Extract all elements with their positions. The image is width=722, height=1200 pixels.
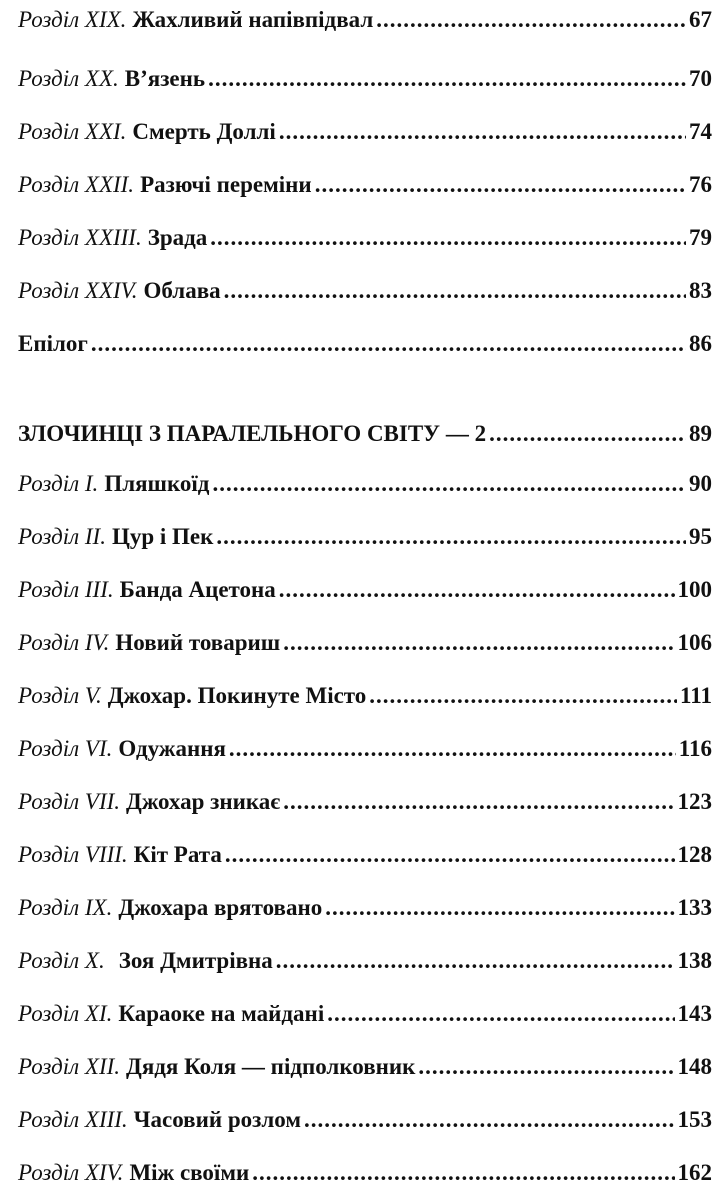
toc-entry xyxy=(18,1157,712,1189)
dot-leader xyxy=(283,627,674,659)
page-number: 83 xyxy=(689,278,712,303)
chapter-number: Розділ XXIV. xyxy=(18,278,138,303)
page-number: 100 xyxy=(677,577,712,602)
page-number: 143 xyxy=(677,1001,712,1026)
dot-leader xyxy=(212,468,686,500)
chapter-title: Зоя Дмитрівна xyxy=(118,948,273,973)
page-number: 162 xyxy=(677,1160,712,1185)
dot-leader xyxy=(229,733,676,765)
page-number: 148 xyxy=(677,1054,712,1079)
page-number: 67 xyxy=(689,7,712,32)
toc-entry xyxy=(18,4,712,36)
page-number: 128 xyxy=(677,842,712,867)
chapter-number: Розділ VIII. xyxy=(18,842,128,867)
chapter-title: В’язень xyxy=(124,66,206,91)
chapter-number: Розділ XX. xyxy=(18,66,119,91)
chapter-title: Між своїми xyxy=(129,1160,250,1185)
toc-entry xyxy=(18,839,712,871)
toc-entry xyxy=(18,892,712,924)
toc-entry xyxy=(18,116,712,148)
chapter-title: Пляшкоїд xyxy=(104,471,210,496)
section-heading xyxy=(18,418,712,450)
chapter-title: Епілог xyxy=(18,331,88,356)
page-number: 133 xyxy=(677,895,712,920)
toc-entry xyxy=(18,733,712,765)
chapter-number: Розділ XXII. xyxy=(18,172,135,197)
dot-leader xyxy=(276,945,675,977)
chapter-number: Розділ XXI. xyxy=(18,119,127,144)
toc-entry xyxy=(18,222,712,254)
toc-entry-epilogue xyxy=(18,328,712,360)
page-number: 86 xyxy=(689,331,712,356)
section-title: ЗЛОЧИНЦІ З ПАРАЛЕЛЬНОГО СВІТУ — 2 xyxy=(18,421,487,446)
chapter-title: Часовий розлом xyxy=(133,1107,302,1132)
dot-leader xyxy=(369,680,677,712)
chapter-number: Розділ XIX. xyxy=(18,7,127,32)
dot-leader xyxy=(327,998,674,1030)
chapter-number: Розділ XII. xyxy=(18,1054,121,1079)
chapter-number: Розділ IV. xyxy=(18,630,110,655)
toc-entry xyxy=(18,574,712,606)
toc-entry xyxy=(18,1104,712,1136)
chapter-title: Одужання xyxy=(118,736,226,761)
chapter-number: Розділ III. xyxy=(18,577,114,602)
page-number: 89 xyxy=(689,421,712,446)
toc-entry xyxy=(18,468,712,500)
page-number: 90 xyxy=(689,471,712,496)
toc-entry xyxy=(18,521,712,553)
dot-leader xyxy=(225,839,675,871)
chapter-title: Джохар зникає xyxy=(126,789,281,814)
chapter-number: Розділ I. xyxy=(18,471,99,496)
page-number: 123 xyxy=(677,789,712,814)
chapter-title: Смерть Доллі xyxy=(132,119,276,144)
chapter-title: Караоке на майдані xyxy=(118,1001,325,1026)
dot-leader xyxy=(252,1157,674,1189)
chapter-number: Розділ VI. xyxy=(18,736,113,761)
dot-leader xyxy=(315,169,686,201)
chapter-number: Розділ IX. xyxy=(18,895,113,920)
page-number: 74 xyxy=(689,119,712,144)
chapter-title: Кіт Рата xyxy=(133,842,222,867)
page-number: 111 xyxy=(680,683,712,708)
toc-entry xyxy=(18,945,712,977)
chapter-title: Облава xyxy=(143,278,221,303)
chapter-title: Джохар. Покинуте Місто xyxy=(107,683,367,708)
chapter-title: Цур і Пек xyxy=(111,524,214,549)
dot-leader xyxy=(279,116,686,148)
chapter-number: Розділ XIII. xyxy=(18,1107,128,1132)
dot-leader xyxy=(325,892,674,924)
chapter-title: Банда Ацетона xyxy=(119,577,276,602)
toc-entry xyxy=(18,63,712,95)
chapter-title: Разючі переміни xyxy=(140,172,312,197)
chapter-number: Розділ XIV. xyxy=(18,1160,124,1185)
chapter-number: Розділ VII. xyxy=(18,789,121,814)
page-number: 70 xyxy=(689,66,712,91)
page-number: 95 xyxy=(689,524,712,549)
chapter-title: Новий товариш xyxy=(115,630,281,655)
toc-entry xyxy=(18,275,712,307)
chapter-number: Розділ XI. xyxy=(18,1001,113,1026)
toc-entry xyxy=(18,998,712,1030)
chapter-number: Розділ II. xyxy=(18,524,106,549)
chapter-title: Дядя Коля — підполковник xyxy=(126,1054,416,1079)
toc-entry xyxy=(18,1051,712,1083)
page-number: 106 xyxy=(677,630,712,655)
page-number: 76 xyxy=(689,172,712,197)
chapter-number: Розділ XXIII. xyxy=(18,225,142,250)
toc-entry xyxy=(18,680,712,712)
page-number: 138 xyxy=(677,948,712,973)
dot-leader xyxy=(216,521,686,553)
dot-leader xyxy=(210,222,686,254)
chapter-title: Жахливий напівпідвал xyxy=(132,7,374,32)
dot-leader xyxy=(304,1104,674,1136)
dot-leader xyxy=(279,574,675,606)
dot-leader xyxy=(91,328,686,360)
dot-leader xyxy=(376,4,686,36)
dot-leader xyxy=(418,1051,674,1083)
page-number: 79 xyxy=(689,225,712,250)
dot-leader xyxy=(489,418,686,450)
chapter-title: Джохара врятовано xyxy=(118,895,323,920)
dot-leader xyxy=(224,275,686,307)
dot-leader xyxy=(208,63,686,95)
page-number: 116 xyxy=(678,736,712,761)
chapter-title: Зрада xyxy=(147,225,208,250)
toc-entry xyxy=(18,169,712,201)
chapter-number: Розділ X. xyxy=(18,948,105,973)
dot-leader xyxy=(283,786,674,818)
toc-entry xyxy=(18,786,712,818)
page-number: 153 xyxy=(677,1107,712,1132)
chapter-number: Розділ V. xyxy=(18,683,102,708)
toc-entry xyxy=(18,627,712,659)
